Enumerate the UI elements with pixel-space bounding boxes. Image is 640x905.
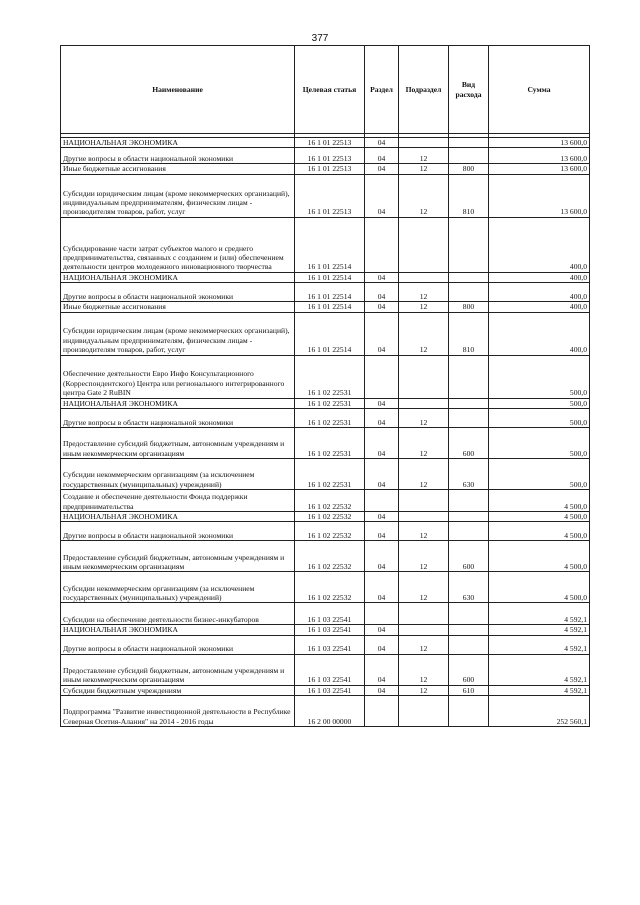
table-row: [61, 355, 590, 398]
table-row: [61, 398, 590, 408]
row-name: Другие вопросы в области национальной экономики: [61, 409, 295, 428]
row-razdel: 04: [365, 312, 399, 355]
header-sum: Сумма: [489, 46, 590, 134]
row-razdel: 04: [365, 148, 399, 164]
table-row: [61, 312, 590, 355]
table-row: [61, 635, 590, 654]
row-podrazdel: 12: [399, 522, 449, 541]
row-razdel: 04: [365, 572, 399, 603]
row-sum: 13 600,0: [489, 148, 590, 164]
row-sum: 4 592,1: [489, 635, 590, 654]
row-name: Другие вопросы в области национальной экономики: [61, 283, 295, 302]
table-row: [61, 696, 590, 727]
row-vid: 630: [449, 459, 489, 490]
row-razdel: [365, 696, 399, 727]
row-razdel: [365, 490, 399, 512]
row-name: Субсидии некоммерческим организациям (за исключением государственных (муниципальных) учреждений): [61, 459, 295, 490]
table-row: [61, 174, 590, 217]
table-row: [61, 522, 590, 541]
row-name: НАЦИОНАЛЬНАЯ ЭКОНОМИКА: [61, 398, 295, 408]
row-code: 16 1 01 22514: [295, 302, 365, 312]
row-vid: [449, 355, 489, 398]
row-vid: [449, 272, 489, 282]
row-name: Создание и обеспечение деятельности Фонда поддержки предпринимательства: [61, 490, 295, 512]
row-code: 16 1 02 22531: [295, 428, 365, 459]
table-row: [61, 217, 590, 272]
row-code: 16 1 02 22532: [295, 490, 365, 512]
row-razdel: 04: [365, 428, 399, 459]
table-row: [61, 654, 590, 685]
row-name: Другие вопросы в области национальной экономики: [61, 522, 295, 541]
row-razdel: 04: [365, 512, 399, 522]
row-name: Предоставление субсидий бюджетным, автономным учреждениям и иным некоммерческим организациям: [61, 541, 295, 572]
row-podrazdel: 12: [399, 685, 449, 695]
row-code: 16 1 03 22541: [295, 635, 365, 654]
row-name: Предоставление субсидий бюджетным, автономным учреждениям и иным некоммерческим организациям: [61, 654, 295, 685]
row-name: Субсидии юридическим лицам (кроме некоммерческих организаций), индивидуальным предпринимателям, физическим лицам - производителям товаров, работ, услуг: [61, 174, 295, 217]
row-razdel: 04: [365, 283, 399, 302]
row-vid: [449, 398, 489, 408]
row-vid: [449, 490, 489, 512]
row-vid: 600: [449, 654, 489, 685]
row-podrazdel: [399, 512, 449, 522]
row-sum: 500,0: [489, 398, 590, 408]
row-name: НАЦИОНАЛЬНАЯ ЭКОНОМИКА: [61, 138, 295, 148]
row-podrazdel: [399, 398, 449, 408]
row-code: 16 1 02 22531: [295, 409, 365, 428]
row-sum: 400,0: [489, 302, 590, 312]
row-razdel: 04: [365, 302, 399, 312]
row-razdel: 04: [365, 272, 399, 282]
table-row: [61, 302, 590, 312]
row-sum: 500,0: [489, 409, 590, 428]
row-code: 16 1 01 22513: [295, 164, 365, 174]
row-code: 16 1 03 22541: [295, 603, 365, 625]
row-razdel: 04: [365, 625, 399, 635]
row-podrazdel: 12: [399, 164, 449, 174]
row-sum: 4 500,0: [489, 490, 590, 512]
table-row: [61, 603, 590, 625]
table-row: [61, 490, 590, 512]
header-name: Наименование: [61, 46, 295, 134]
row-code: 16 1 02 22532: [295, 522, 365, 541]
row-podrazdel: [399, 355, 449, 398]
table-row: [61, 428, 590, 459]
row-name: Другие вопросы в области национальной экономики: [61, 635, 295, 654]
table-row: [61, 164, 590, 174]
row-code: 16 1 01 22514: [295, 312, 365, 355]
row-name: Подпрограмма "Развитие инвестиционной деятельности в Республике Северная Осетия-Алания" на 2014 - 2016 годы: [61, 696, 295, 727]
row-vid: 800: [449, 164, 489, 174]
row-sum: 400,0: [489, 217, 590, 272]
table-row: [61, 272, 590, 282]
header-vid: Вид расхода: [449, 46, 489, 134]
row-name: Субсидирование части затрат субъектов малого и среднего предпринимательства, связанных с созданием и (или) обеспечением деятельности центров молодежного инновационного творчества: [61, 217, 295, 272]
row-vid: 610: [449, 685, 489, 695]
row-code: 16 1 03 22541: [295, 625, 365, 635]
row-razdel: 04: [365, 398, 399, 408]
table-header-row: [61, 46, 590, 134]
row-vid: 800: [449, 302, 489, 312]
header-podrazdel: Подраздел: [399, 46, 449, 134]
row-podrazdel: [399, 490, 449, 512]
row-vid: [449, 138, 489, 148]
row-podrazdel: 12: [399, 572, 449, 603]
row-code: 16 1 01 22513: [295, 138, 365, 148]
row-vid: 810: [449, 312, 489, 355]
row-vid: 630: [449, 572, 489, 603]
table-row: [61, 148, 590, 164]
row-razdel: 04: [365, 459, 399, 490]
row-podrazdel: [399, 696, 449, 727]
row-sum: 400,0: [489, 283, 590, 302]
row-podrazdel: 12: [399, 409, 449, 428]
row-sum: 4 592,1: [489, 603, 590, 625]
row-vid: [449, 522, 489, 541]
row-sum: 4 500,0: [489, 512, 590, 522]
row-code: 16 1 01 22514: [295, 217, 365, 272]
row-code: 16 1 01 22514: [295, 272, 365, 282]
row-name: Другие вопросы в области национальной экономики: [61, 148, 295, 164]
row-code: 16 2 00 00000: [295, 696, 365, 727]
row-name: Иные бюджетные ассигнования: [61, 164, 295, 174]
row-vid: [449, 696, 489, 727]
row-code: 16 1 01 22513: [295, 174, 365, 217]
table-body: [61, 138, 590, 727]
row-name: НАЦИОНАЛЬНАЯ ЭКОНОМИКА: [61, 512, 295, 522]
row-sum: 400,0: [489, 272, 590, 282]
row-sum: 500,0: [489, 459, 590, 490]
row-sum: 4 592,1: [489, 625, 590, 635]
row-sum: 500,0: [489, 355, 590, 398]
row-podrazdel: [399, 217, 449, 272]
table-row: [61, 572, 590, 603]
row-razdel: [365, 217, 399, 272]
row-podrazdel: [399, 603, 449, 625]
row-razdel: 04: [365, 541, 399, 572]
row-sum: 13 600,0: [489, 138, 590, 148]
row-podrazdel: [399, 625, 449, 635]
row-code: 16 1 02 22531: [295, 398, 365, 408]
row-name: Субсидии юридическим лицам (кроме некоммерческих организаций), индивидуальным предпринимателям, физическим лицам - производителям товаров, работ, услуг: [61, 312, 295, 355]
row-podrazdel: [399, 272, 449, 282]
row-code: 16 1 02 22532: [295, 572, 365, 603]
row-code: 16 1 02 22532: [295, 512, 365, 522]
row-podrazdel: 12: [399, 654, 449, 685]
row-podrazdel: 12: [399, 312, 449, 355]
budget-table: [60, 45, 590, 727]
row-code: 16 1 02 22531: [295, 355, 365, 398]
row-sum: 13 600,0: [489, 164, 590, 174]
table-row: [61, 459, 590, 490]
row-podrazdel: 12: [399, 428, 449, 459]
row-podrazdel: 12: [399, 302, 449, 312]
row-code: 16 1 01 22514: [295, 283, 365, 302]
row-sum: 4 592,1: [489, 654, 590, 685]
table-row: [61, 625, 590, 635]
header-razdel: Раздел: [365, 46, 399, 134]
row-code: 16 1 03 22541: [295, 654, 365, 685]
row-razdel: 04: [365, 522, 399, 541]
row-razdel: 04: [365, 164, 399, 174]
row-razdel: 04: [365, 635, 399, 654]
row-sum: 4 500,0: [489, 522, 590, 541]
table-row: [61, 541, 590, 572]
row-name: Субсидии некоммерческим организациям (за исключением государственных (муниципальных) учреждений): [61, 572, 295, 603]
row-vid: 810: [449, 174, 489, 217]
row-sum: 4 500,0: [489, 572, 590, 603]
table-row: [61, 138, 590, 148]
table-row: [61, 283, 590, 302]
row-podrazdel: 12: [399, 635, 449, 654]
row-podrazdel: [399, 138, 449, 148]
row-razdel: 04: [365, 409, 399, 428]
row-vid: [449, 603, 489, 625]
row-sum: 400,0: [489, 312, 590, 355]
table-row: [61, 685, 590, 695]
row-sum: 13 600,0: [489, 174, 590, 217]
row-sum: 4 592,1: [489, 685, 590, 695]
row-code: 16 1 01 22513: [295, 148, 365, 164]
row-name: Субсидии бюджетным учреждениям: [61, 685, 295, 695]
header-code: Целевая статья: [295, 46, 365, 134]
row-podrazdel: 12: [399, 459, 449, 490]
row-vid: [449, 625, 489, 635]
row-name: Предоставление субсидий бюджетным, автономным учреждениям и иным некоммерческим организациям: [61, 428, 295, 459]
row-razdel: 04: [365, 174, 399, 217]
row-podrazdel: 12: [399, 174, 449, 217]
row-sum: 252 560,1: [489, 696, 590, 727]
table-row: [61, 512, 590, 522]
row-podrazdel: 12: [399, 283, 449, 302]
row-sum: 4 500,0: [489, 541, 590, 572]
row-podrazdel: 12: [399, 541, 449, 572]
table-row: [61, 409, 590, 428]
row-name: Обеспечение деятельности Евро Инфо Консультационного (Корреспондентского) Центра или регионального интегрированного центра Gate 2 RuBIN: [61, 355, 295, 398]
page-number: 377: [311, 33, 329, 44]
row-vid: [449, 512, 489, 522]
row-vid: [449, 148, 489, 164]
row-vid: 600: [449, 428, 489, 459]
row-vid: [449, 635, 489, 654]
row-code: 16 1 02 22531: [295, 459, 365, 490]
row-podrazdel: 12: [399, 148, 449, 164]
row-code: 16 1 03 22541: [295, 685, 365, 695]
row-vid: [449, 283, 489, 302]
row-vid: 600: [449, 541, 489, 572]
row-vid: [449, 409, 489, 428]
row-sum: 500,0: [489, 428, 590, 459]
row-razdel: [365, 355, 399, 398]
row-razdel: 04: [365, 654, 399, 685]
row-name: НАЦИОНАЛЬНАЯ ЭКОНОМИКА: [61, 272, 295, 282]
row-razdel: [365, 603, 399, 625]
row-razdel: 04: [365, 685, 399, 695]
row-name: Иные бюджетные ассигнования: [61, 302, 295, 312]
row-code: 16 1 02 22532: [295, 541, 365, 572]
row-name: НАЦИОНАЛЬНАЯ ЭКОНОМИКА: [61, 625, 295, 635]
row-razdel: 04: [365, 138, 399, 148]
row-vid: [449, 217, 489, 272]
row-name: Субсидии на обеспечение деятельности бизнес-инкубаторов: [61, 603, 295, 625]
